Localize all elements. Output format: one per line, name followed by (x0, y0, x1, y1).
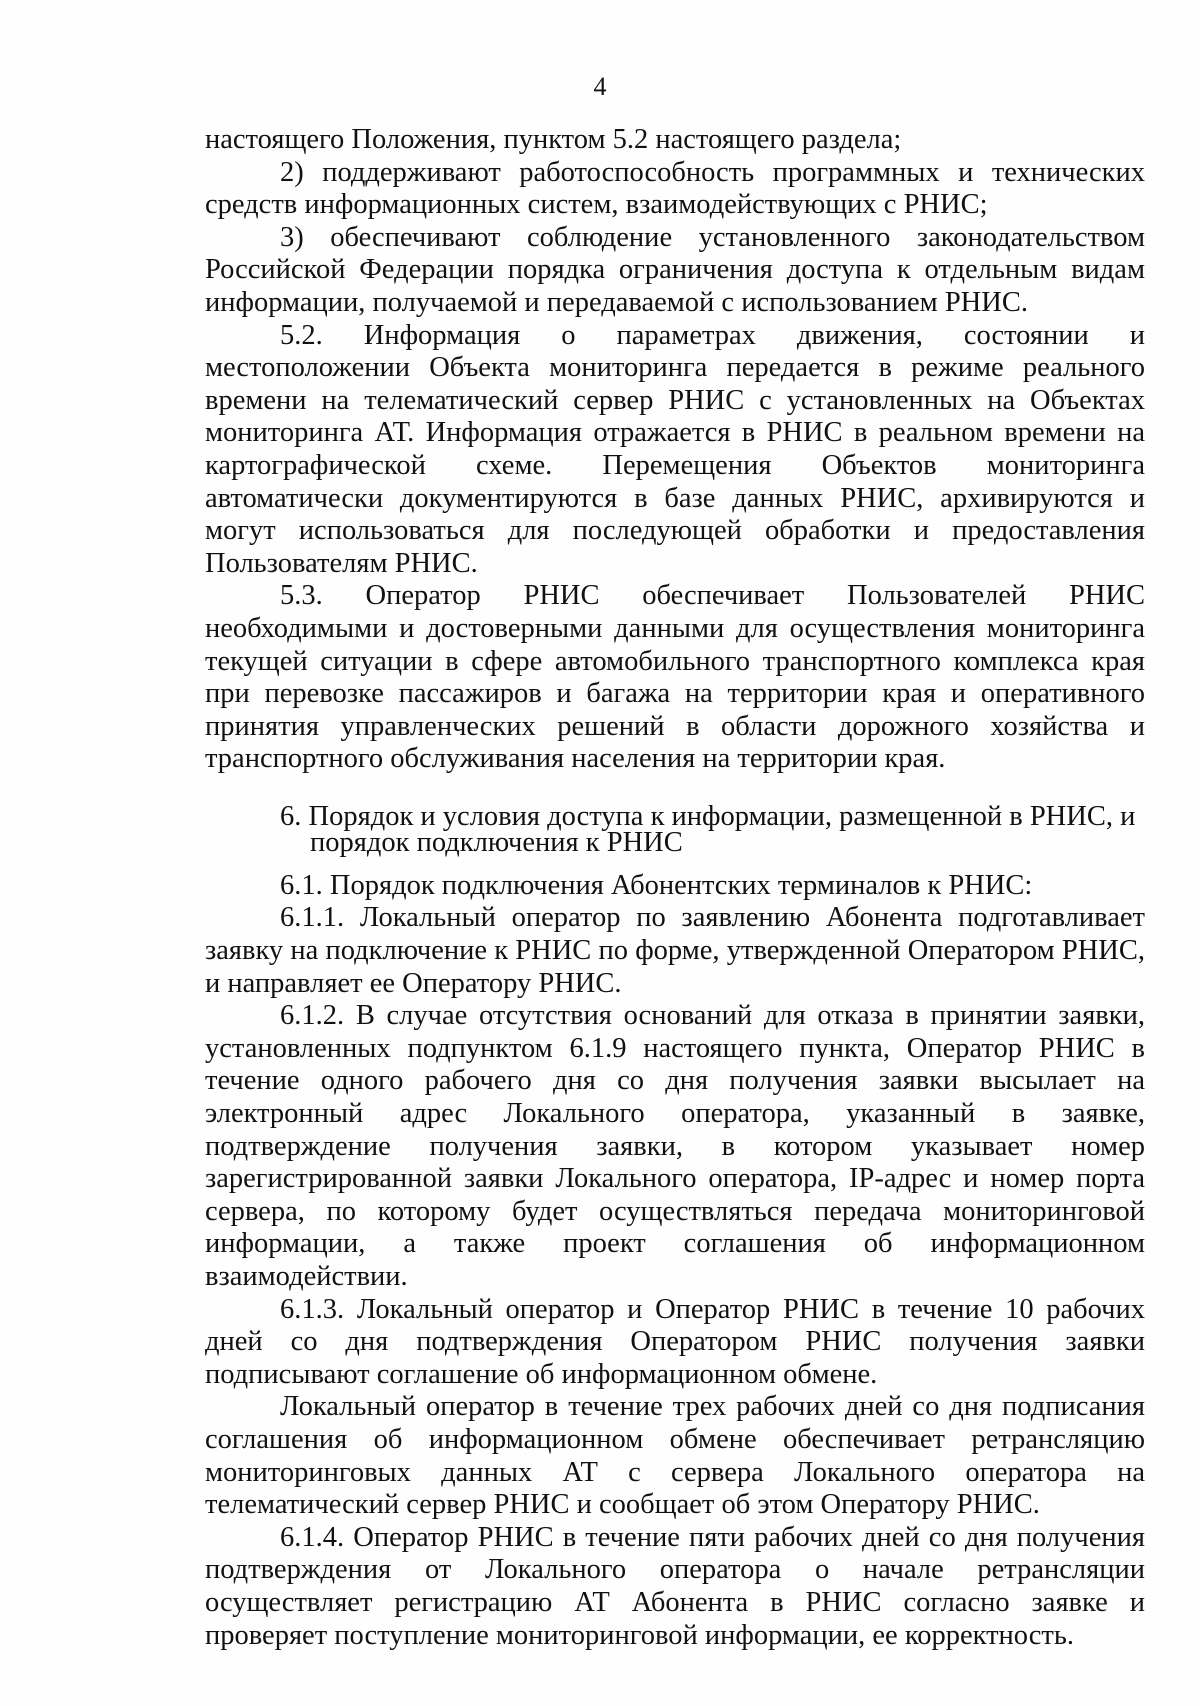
page-number: 4 (593, 72, 607, 101)
paragraph-item-2: 2) поддерживают работоспособность программных и технических средств информационных систем, взаимодействующих с РНИС; (205, 156, 1145, 221)
paragraph-6-1-4: 6.1.4. Оператор РНИС в течение пяти рабочих дней со дня получения подтверждения от Локального оператора о начале ретрансляции осуществляет регистрацию АТ Абонента в РНИС согласно заявке и проверяет поступление мониторинговой информации, ее корректность. (205, 1521, 1145, 1651)
document-body (205, 124, 1145, 1652)
paragraph-6-1-2: 6.1.2. В случае отсутствия оснований для отказа в принятии заявки, установленных подпунктом 6.1.9 настоящего пункта, Оператор РНИС в течение одного рабочего дня со дня получения заявки высылает на электронный адрес Локального оператора, указанный в заявке, подтверждение получения заявки, в котором указывает номер зарегистрированной заявки Локального оператора, IP-адрес и номер порта сервера, по которому будет осуществляться передача мониторинговой информации, а также проект соглашения об информационном взаимодействии. (205, 1000, 1145, 1292)
paragraph-continuation: настоящего Положения, пунктом 5.2 настоящего раздела; (205, 124, 902, 155)
paragraph-item-3: 3) обеспечивают соблюдение установленного законодательством Российской Федерации порядка ограничения доступа к отдельным видам информации, получаемой и передаваемой с использованием РНИС. (205, 221, 1145, 318)
section-heading-line-1: 6. Порядок и условия доступа к информации, размещенной в РНИС, и (280, 800, 1136, 832)
paragraph-local-operator: Локальный оператор в течение трех рабочих дней со дня подписания соглашения об информационном обмене обеспечивает ретрансляцию мониторинговых данных АТ с сервера Локального оператора на телематический сервер РНИС и сообщает об этом Оператору РНИС. (205, 1391, 1145, 1521)
paragraph-5-3: 5.3. Оператор РНИС обеспечивает Пользователей РНИС необходимыми и достоверными данными для осуществления мониторинга текущей ситуации в сфере автомобильного транспортного комплекса края при перевозке пассажиров и багажа на территории края и оперативного принятия управленческих решений в области дорожного хозяйства и транспортного обслуживания населения на территории края. (205, 580, 1145, 775)
paragraph-6-1-3: 6.1.3. Локальный оператор и Оператор РНИС в течение 10 рабочих дней со дня подтверждения Оператором РНИС получения заявки подписывают соглашение об информационном обмене. (205, 1293, 1145, 1390)
paragraph-6-1-1: 6.1.1. Локальный оператор по заявлению Абонента подготавливает заявку на подключение к РНИС по форме, утвержденной Оператором РНИС, и направляет ее Оператору РНИС. (205, 902, 1145, 999)
section-6-heading (205, 800, 1145, 858)
paragraph-5-2: 5.2. Информация о параметрах движения, состоянии и местоположении Объекта мониторинга передается в режиме реального времени на телематический сервер РНИС с установленных на Объектах мониторинга АТ. Информация отражается в РНИС в реальном времени на картографической схеме. Перемещения Объектов мониторинга автоматически документируются в базе данных РНИС, архивируются и могут использоваться для последующей обработки и предоставления Пользователям РНИС. (205, 319, 1145, 579)
paragraph-6-1: 6.1. Порядок подключения Абонентских терминалов к РНИС: (280, 869, 1033, 901)
section-heading-line-2: порядок подключения к РНИС (310, 826, 683, 858)
